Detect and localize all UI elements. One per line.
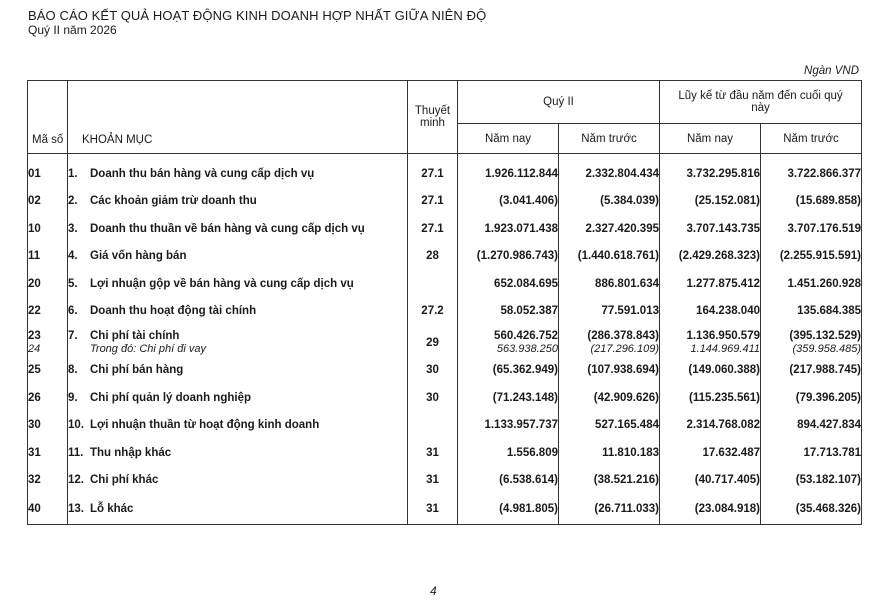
- row-code-main: 23: [28, 330, 41, 343]
- income-statement-table: [27, 80, 862, 525]
- row-sub-label: Trong đó: Chi phí đi vay: [90, 343, 206, 356]
- row-quarter-this-year: 1.926.112.844: [458, 154, 559, 188]
- row-quarter-this-year: 58.052.387: [458, 298, 559, 326]
- row-number: 7.: [68, 330, 78, 343]
- table-row: [28, 467, 862, 495]
- row-ytd-prev-year: 135.684.385: [761, 298, 862, 326]
- table-row: [28, 384, 862, 412]
- table-row: [28, 494, 862, 525]
- row-label: Chi phí quản lý doanh nghiệp: [90, 391, 251, 404]
- row-item: [68, 325, 408, 357]
- row-quarter-this-year: 1.923.071.438: [458, 215, 559, 243]
- row-quarter-prev-year: 886.801.634: [559, 270, 660, 298]
- row-number: 1.: [68, 167, 78, 180]
- row-ytd-prev-year: (79.396.205): [761, 384, 862, 412]
- row-ytd-this-year: [660, 325, 761, 357]
- row-ytd-this-year: (23.084.918): [660, 494, 761, 525]
- row-label: Lợi nhuận thuần từ hoạt động kinh doanh: [90, 419, 320, 432]
- row-code: 32: [28, 467, 68, 495]
- row-note: 27.1: [408, 188, 458, 216]
- page-number: 4: [430, 584, 437, 598]
- row-number: 5.: [68, 277, 78, 290]
- row-quarter-prev-year: 11.810.183: [559, 439, 660, 467]
- row-ytd-prev-year: [761, 325, 862, 357]
- row-item: [68, 270, 408, 298]
- row-number: 13.: [68, 503, 84, 515]
- table-row: [28, 325, 862, 357]
- row-note: 27.2: [408, 298, 458, 326]
- row-ytd-this-year: 17.632.487: [660, 439, 761, 467]
- row-code: 30: [28, 412, 68, 440]
- row-quarter-prev-year: (1.440.618.761): [559, 243, 660, 271]
- row-quarter-this-year: 652.084.695: [458, 270, 559, 298]
- row-item: [68, 357, 408, 385]
- row-number: 11.: [68, 446, 84, 459]
- row-ytd-this-year: 1.277.875.412: [660, 270, 761, 298]
- row-note: 29: [408, 325, 458, 357]
- row-quarter-this-year: (6.538.614): [458, 467, 559, 495]
- row-code: [28, 325, 68, 357]
- row-ytd-prev-year: (2.255.915.591): [761, 243, 862, 271]
- row-note: 31: [408, 494, 458, 525]
- row-ytd-prev-year: 894.427.834: [761, 412, 862, 440]
- row-ytd-prev-year: 3.707.176.519: [761, 215, 862, 243]
- row-code: 22: [28, 298, 68, 326]
- row-code: 11: [28, 243, 68, 271]
- row-item: [68, 412, 408, 440]
- table-row: [28, 270, 862, 298]
- row-sub-value: (217.296.109): [590, 343, 659, 356]
- row-quarter-this-year: (1.270.986.743): [458, 243, 559, 271]
- row-item: [68, 215, 408, 243]
- row-number: 3.: [68, 222, 78, 235]
- row-quarter-prev-year: (38.521.216): [559, 467, 660, 495]
- row-code: 10: [28, 215, 68, 243]
- row-number: 4.: [68, 250, 78, 263]
- row-code: 31: [28, 439, 68, 467]
- table-row: [28, 412, 862, 440]
- row-label: Chi phí bán hàng: [90, 364, 184, 377]
- row-code: 40: [28, 494, 68, 525]
- row-value: (286.378.843): [587, 330, 659, 343]
- header-ytd: Lũy kế từ đầu năm đến cuối quý này: [660, 81, 862, 124]
- row-number: 9.: [68, 391, 78, 404]
- table-row: [28, 215, 862, 243]
- header-quarter: Quý II: [458, 81, 660, 124]
- header-item: KHOẢN MỤC: [68, 81, 408, 154]
- row-ytd-prev-year: (217.988.745): [761, 357, 862, 385]
- row-item: [68, 384, 408, 412]
- row-quarter-this-year: (4.981.805): [458, 494, 559, 525]
- row-ytd-this-year: (149.060.388): [660, 357, 761, 385]
- row-quarter-this-year: (71.243.148): [458, 384, 559, 412]
- row-item: [68, 154, 408, 188]
- row-item: [68, 494, 408, 525]
- header-ytd-this-year: Năm nay: [660, 124, 761, 154]
- row-ytd-this-year: 3.707.143.735: [660, 215, 761, 243]
- row-quarter-prev-year: 2.332.804.434: [559, 154, 660, 188]
- row-sub-value: (359.958.485): [792, 343, 862, 356]
- row-quarter-prev-year: (42.909.626): [559, 384, 660, 412]
- row-note: 27.1: [408, 154, 458, 188]
- row-label: Lỗ khác: [90, 503, 134, 515]
- header-ytd-prev-year: Năm trước: [761, 124, 862, 154]
- row-ytd-this-year: (2.429.268.323): [660, 243, 761, 271]
- table-row: [28, 154, 862, 188]
- row-ytd-this-year: 2.314.768.082: [660, 412, 761, 440]
- row-code: 26: [28, 384, 68, 412]
- row-code: 02: [28, 188, 68, 216]
- row-label: Lợi nhuận gộp về bán hàng và cung cấp dịch vụ: [90, 277, 354, 290]
- row-number: 8.: [68, 364, 78, 377]
- header-code: Mã số: [28, 81, 68, 154]
- row-item: [68, 467, 408, 495]
- row-label: Doanh thu thuần về bán hàng và cung cấp dịch vụ: [90, 222, 365, 235]
- row-quarter-this-year: 1.133.957.737: [458, 412, 559, 440]
- row-quarter-this-year: [458, 325, 559, 357]
- row-item: [68, 188, 408, 216]
- row-quarter-this-year: 1.556.809: [458, 439, 559, 467]
- row-label: Doanh thu bán hàng và cung cấp dịch vụ: [90, 167, 315, 180]
- report-period: Quý II năm 2026: [28, 23, 117, 37]
- row-note: 31: [408, 439, 458, 467]
- row-ytd-this-year: (115.235.561): [660, 384, 761, 412]
- row-value: (395.132.529): [789, 330, 862, 343]
- row-quarter-prev-year: (107.938.694): [559, 357, 660, 385]
- row-code: 01: [28, 154, 68, 188]
- row-quarter-this-year: (65.362.949): [458, 357, 559, 385]
- row-value: 1.136.950.579: [686, 330, 760, 343]
- row-ytd-this-year: 164.238.040: [660, 298, 761, 326]
- row-number: 10.: [68, 419, 84, 432]
- row-ytd-prev-year: 1.451.260.928: [761, 270, 862, 298]
- row-note: [408, 270, 458, 298]
- row-label: Thu nhập khác: [90, 446, 172, 459]
- row-note: 27.1: [408, 215, 458, 243]
- row-sub-code: 24: [28, 343, 41, 356]
- row-note: 30: [408, 357, 458, 385]
- row-quarter-prev-year: (26.711.033): [559, 494, 660, 525]
- row-label: Doanh thu hoạt động tài chính: [90, 305, 257, 318]
- header-note: Thuyết minh: [408, 81, 458, 154]
- row-quarter-prev-year: (5.384.039): [559, 188, 660, 216]
- row-code: 25: [28, 357, 68, 385]
- row-ytd-prev-year: (53.182.107): [761, 467, 862, 495]
- row-number: 6.: [68, 305, 78, 318]
- row-note: [408, 412, 458, 440]
- row-quarter-prev-year: 77.591.013: [559, 298, 660, 326]
- row-ytd-this-year: (40.717.405): [660, 467, 761, 495]
- row-ytd-prev-year: (15.689.858): [761, 188, 862, 216]
- table-row: [28, 298, 862, 326]
- row-item: [68, 298, 408, 326]
- row-quarter-prev-year: 2.327.420.395: [559, 215, 660, 243]
- row-ytd-prev-year: (35.468.326): [761, 494, 862, 525]
- row-ytd-this-year: 3.732.295.816: [660, 154, 761, 188]
- table-row: [28, 188, 862, 216]
- row-quarter-prev-year: [559, 325, 660, 357]
- header-quarter-this-year: Năm nay: [458, 124, 559, 154]
- row-quarter-this-year: (3.041.406): [458, 188, 559, 216]
- row-item: [68, 439, 408, 467]
- row-note: 28: [408, 243, 458, 271]
- row-ytd-this-year: (25.152.081): [660, 188, 761, 216]
- row-number: 2.: [68, 195, 78, 208]
- row-ytd-prev-year: 17.713.781: [761, 439, 862, 467]
- row-item: [68, 243, 408, 271]
- row-label: Giá vốn hàng bán: [90, 250, 187, 263]
- row-note: 31: [408, 467, 458, 495]
- row-code: 20: [28, 270, 68, 298]
- row-sub-value: 1.144.969.411: [690, 343, 760, 356]
- report-title: BÁO CÁO KẾT QUẢ HOẠT ĐỘNG KINH DOANH HỢP NHẤT GIỮA NIÊN ĐỘ: [28, 8, 487, 23]
- row-label: Chi phí tài chính: [90, 330, 180, 343]
- row-number: 12.: [68, 474, 84, 487]
- table-row: [28, 439, 862, 467]
- row-label: Chi phí khác: [90, 474, 159, 487]
- table-row: [28, 243, 862, 271]
- row-quarter-prev-year: 527.165.484: [559, 412, 660, 440]
- table-row: [28, 357, 862, 385]
- row-label: Các khoản giảm trừ doanh thu: [90, 195, 257, 208]
- row-note: 30: [408, 384, 458, 412]
- row-sub-value: 563.938.250: [496, 343, 558, 356]
- row-ytd-prev-year: 3.722.866.377: [761, 154, 862, 188]
- row-value: 560.426.752: [494, 330, 558, 343]
- currency-unit: Ngàn VND: [804, 65, 859, 77]
- header-quarter-prev-year: Năm trước: [559, 124, 660, 154]
